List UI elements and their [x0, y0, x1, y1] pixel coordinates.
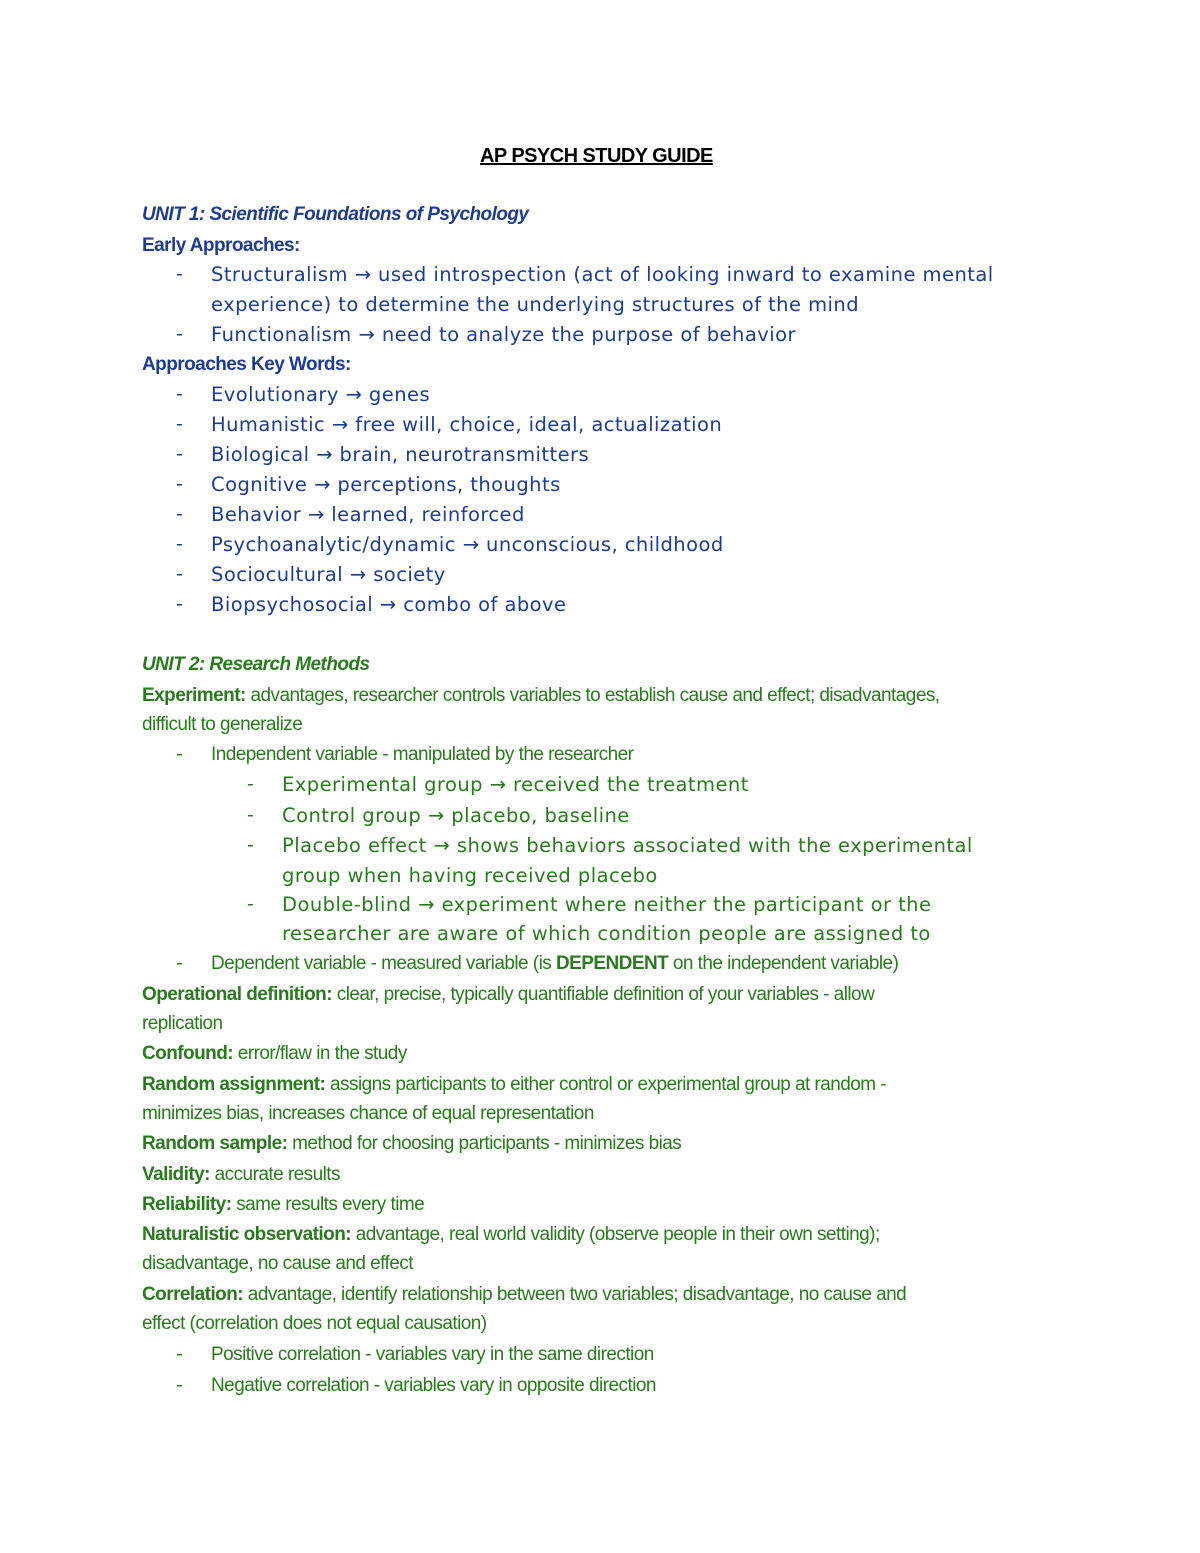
early-item-structuralism-cont: experience) to determine the underlying structures of the mind: [211, 293, 860, 316]
random-assignment-definition-cont: minimizes bias, increases chance of equal representation: [142, 1103, 594, 1124]
validity-text: accurate results: [209, 1164, 340, 1185]
operational-definition-cont: replication: [142, 1013, 223, 1034]
keyword-item: Biological → brain, neurotransmitters: [211, 443, 590, 466]
validity-definition: [142, 1165, 340, 1184]
dependent-emphasis: DEPENDENT: [555, 953, 669, 974]
early-approaches-label: Early Approaches:: [142, 235, 300, 256]
bullet: -: [176, 743, 183, 765]
bullet: -: [176, 563, 183, 585]
bullet: -: [176, 443, 183, 465]
bullet: -: [176, 533, 183, 555]
unit2-heading: UNIT 2: Research Methods: [142, 654, 370, 675]
bullet: -: [247, 834, 254, 856]
confound-text: error/flaw in the study: [233, 1043, 407, 1064]
validity-term: Validity:: [142, 1164, 210, 1185]
bullet: -: [176, 503, 183, 525]
random-sample-term: Random sample:: [142, 1133, 288, 1154]
reliability-definition: [142, 1195, 424, 1214]
naturalistic-observation-definition: [142, 1225, 880, 1244]
experiment-text: advantages, researcher controls variables to establish cause and effect; disadvantages,: [245, 685, 940, 706]
sub-item-placebo-effect: Placebo effect → shows behaviors associated with the experimental: [282, 834, 973, 857]
random-assignment-definition: [142, 1075, 886, 1094]
early-item-structuralism: Structuralism → used introspection (act of looking inward to examine mental: [211, 263, 994, 286]
keyword-item: Sociocultural → society: [211, 563, 446, 586]
random-assignment-term: Random assignment:: [142, 1074, 326, 1095]
keyword-item: Cognitive → perceptions, thoughts: [211, 473, 561, 496]
bullet: -: [247, 893, 254, 915]
sub-item-double-blind-cont: researcher are aware of which condition people are assigned to: [282, 922, 931, 945]
keyword-item: Psychoanalytic/dynamic → unconscious, childhood: [211, 533, 724, 556]
negative-correlation-item: Negative correlation - variables vary in opposite direction: [211, 1375, 656, 1396]
experiment-definition: [142, 686, 940, 705]
confound-definition: [142, 1044, 407, 1063]
sub-item-control-group: Control group → placebo, baseline: [282, 804, 630, 827]
random-sample-definition: [142, 1134, 681, 1153]
correlation-term: Correlation:: [142, 1284, 244, 1305]
naturalistic-term: Naturalistic observation:: [142, 1224, 352, 1245]
bullet: -: [176, 263, 183, 285]
experiment-term: Experiment:: [142, 685, 246, 706]
bullet: -: [176, 952, 183, 974]
sub-item-placebo-effect-cont: group when having received placebo: [282, 864, 658, 887]
bullet: -: [247, 773, 254, 795]
confound-term: Confound:: [142, 1043, 234, 1064]
bullet: -: [247, 804, 254, 826]
sub-item-double-blind: Double-blind → experiment where neither the participant or the: [282, 893, 932, 916]
keyword-item: Behavior → learned, reinforced: [211, 503, 525, 526]
operational-text: clear, precise, typically quantifiable definition of your variables - allow: [332, 984, 875, 1005]
naturalistic-observation-definition-cont: disadvantage, no cause and effect: [142, 1253, 413, 1274]
keyword-item: Evolutionary → genes: [211, 383, 431, 406]
correlation-text: advantage, identify relationship between two variables; disadvantage, no cause and: [243, 1284, 907, 1305]
bullet: -: [176, 383, 183, 405]
bullet: -: [176, 593, 183, 615]
random-sample-text: method for choosing participants - minimizes bias: [287, 1133, 682, 1154]
unit1-heading: UNIT 1: Scientific Foundations of Psychology: [142, 204, 529, 225]
bullet: -: [176, 1343, 183, 1365]
sub-item-experimental-group: Experimental group → received the treatment: [282, 773, 749, 796]
bullet: -: [176, 1374, 183, 1396]
independent-variable-item: Independent variable - manipulated by the researcher: [211, 744, 634, 765]
bullet: -: [176, 473, 183, 495]
dependent-variable-item: [211, 954, 898, 973]
correlation-definition: [142, 1285, 906, 1304]
reliability-term: Reliability:: [142, 1194, 232, 1215]
keyword-item: Biopsychosocial → combo of above: [211, 593, 567, 616]
operational-term: Operational definition:: [142, 984, 333, 1005]
keyword-item: Humanistic → free will, choice, ideal, actualization: [211, 413, 723, 436]
early-item-functionalism: Functionalism → need to analyze the purpose of behavior: [211, 323, 796, 346]
positive-correlation-item: Positive correlation - variables vary in the same direction: [211, 1344, 654, 1365]
bullet: -: [176, 323, 183, 345]
correlation-definition-cont: effect (correlation does not equal causation): [142, 1313, 487, 1334]
operational-definition: [142, 985, 874, 1004]
dependent-text-c: on the independent variable): [668, 953, 899, 974]
random-assignment-text: assigns participants to either control or experimental group at random -: [325, 1074, 887, 1095]
naturalistic-text: advantage, real world validity (observe people in their own setting);: [351, 1224, 880, 1245]
reliability-text: same results every time: [231, 1194, 425, 1215]
dependent-text-a: Dependent variable - measured variable (is: [211, 953, 556, 974]
page-title: AP PSYCH STUDY GUIDE: [480, 145, 713, 167]
bullet: -: [176, 413, 183, 435]
experiment-definition-cont: difficult to generalize: [142, 714, 303, 735]
approaches-keywords-label: Approaches Key Words:: [142, 354, 351, 375]
